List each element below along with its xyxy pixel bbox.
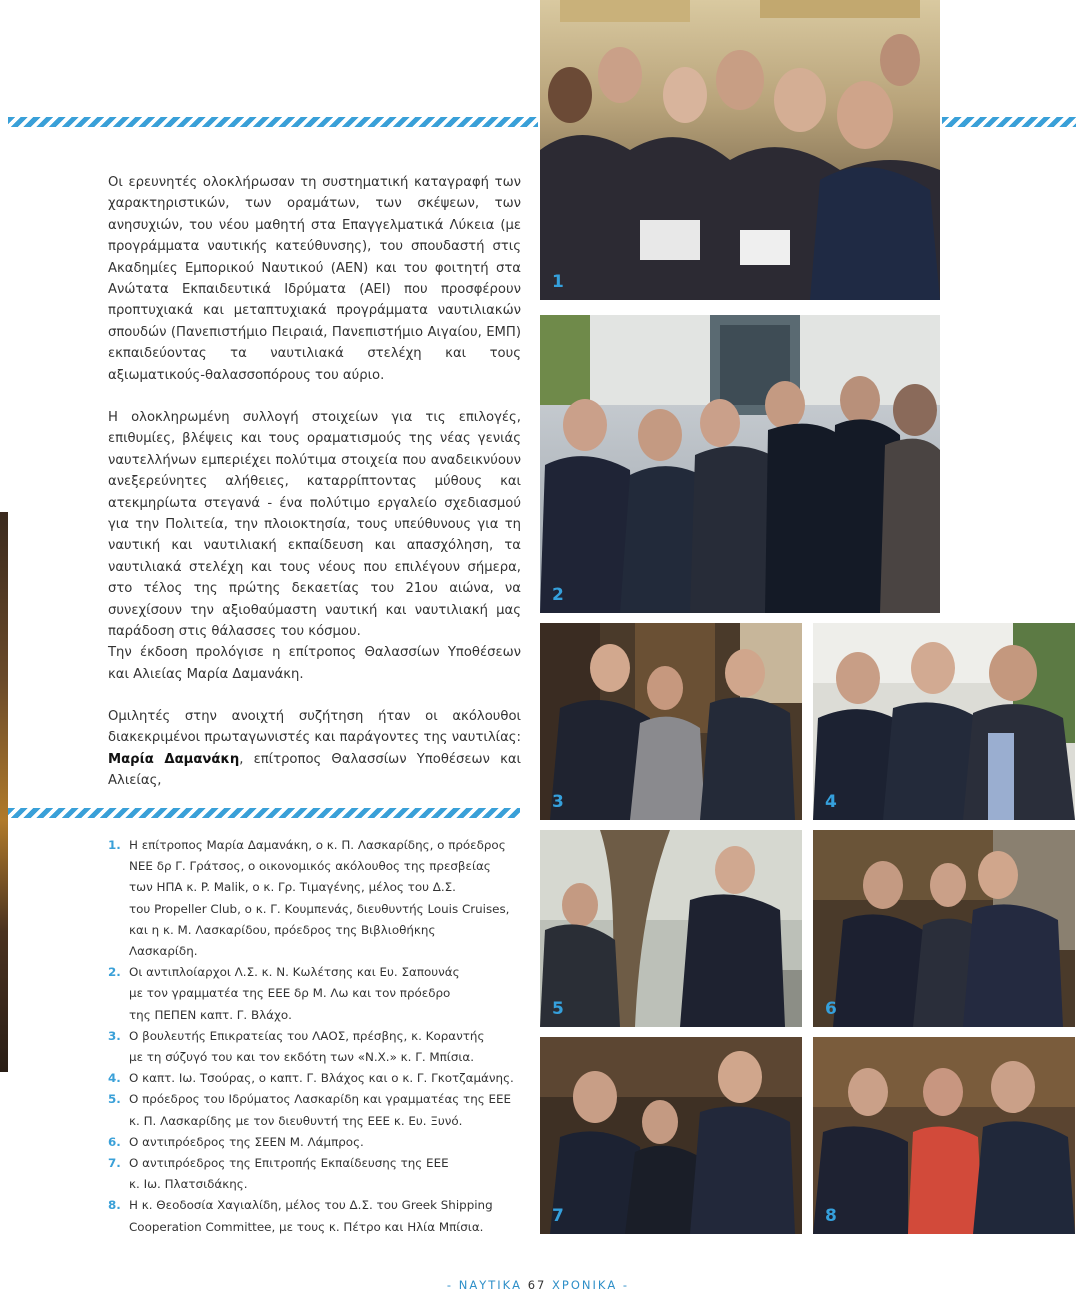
footer-left: - ΝΑΥΤΙΚΑ: [446, 1278, 523, 1292]
caption-2: 2. Οι αντιπλοίαρχοι Λ.Σ. κ. Ν. Κωλέτσης και Ευ. Σαπουνάς με τον γραμματέα της ΕΕΕ δρ Μ. Λω και τον πρόεδρο της ΠΕΠΕΝ καπτ. Γ. Βλάχο.: [108, 965, 460, 1022]
photo-1-audience: [540, 0, 940, 300]
stripe-top-right: [942, 117, 1076, 127]
photo-number-5: 5: [552, 999, 564, 1019]
speaker-name: Μαρία Δαμανάκη: [108, 751, 240, 767]
photo-captions: [108, 835, 528, 1238]
photo-6-hall: [813, 830, 1075, 1027]
photo-number-2: 2: [552, 585, 564, 605]
photo-number-6: 6: [825, 999, 837, 1019]
page-footer: [0, 1278, 1076, 1292]
article-paragraph-1: Οι ερευνητές ολοκλήρωσαν τη συστηματική καταγραφή των χαρακτηριστικών, των οραμάτων, των σκέψεων, των ανησυχιών, του νέου μαθητή στα Επαγγελματικά Λύκεια (με προγράμματα ναυτικής κατεύθυνσης), του σπουδαστή στις Ακαδημίες Εμπορικού Ναυτικού (ΑΕΝ) και του φοιτητή στα Ανώτατα Εκπαιδευτικά Ιδρύματα (ΑΕΙ) που προσφέρουν προπτυχιακά και μεταπτυχιακά προγράμματα ναυτιλιακών σπουδών (Πανεπιστήμιο Πειραιά, Πανεπιστήμιο Αιγαίου, ΕΜΠ) εκπαιδεύοντας τα ναυτιλιακά στελέχη και τους αξιωματικούς-θαλασσοπόρους του αύριο.: [108, 175, 521, 383]
article-paragraph-3: Ομιλητές στην ανοιχτή συζήτηση ήταν οι ακόλουθοι διακεκριμένοι πρωταγωνιστές και παράγοντες της ναυτιλίας: Μαρία Δαμανάκη, επίτροπος Θαλασσίων Υποθέσεων και Αλιείας,: [108, 709, 522, 789]
photo-number-4: 4: [825, 792, 837, 812]
stripe-mid-left: [8, 808, 520, 818]
caption-7: 7. Ο αντιπρόεδρος της Επιτροπής Εκπαίδευσης της ΕΕΕ κ. Ιω. Πλατσιδάκης.: [108, 1156, 449, 1192]
page-number: 67: [527, 1278, 547, 1292]
caption-5: 5. Ο πρόεδρος του Ιδρύματος Λασκαρίδη και γραμματέας της ΕΕΕ κ. Π. Λασκαρίδης με τον διευθυντή της ΕΕΕ κ. Ευ. Ξυνό.: [108, 1092, 512, 1128]
photo-number-1: 1: [552, 272, 564, 292]
page-edge-photo-strip: [0, 512, 8, 1072]
caption-6: 6. Ο αντιπρόεδρος της ΣΕΕΝ Μ. Λάμπρος.: [108, 1134, 364, 1149]
photo-7-conversation: [540, 1037, 802, 1234]
photo-5-handshake: [540, 830, 802, 1027]
preface-note: Την έκδοση προλόγισε η επίτροπος Θαλασσίων Υποθέσεων και Αλιείας Μαρία Δαμανάκη.: [108, 645, 521, 682]
article-paragraph-2: Η ολοκληρωμένη συλλογή στοιχείων για τις επιλογές, επιθυμίες, βλέψεις και τους οραματισμούς της νέας γενιάς ναυτελλήνων εμπεριέχει πολύτιμα στοιχεία που αναδεικνύουν ανεξερεύνητες αλήθειες, καταρρίπτοντας μύθους και ατεκμηρίωτα στεγανά - ένα πολύτιμο εργαλείο σχεδιασμού για την Πολιτεία, την πλοιοκτησία, τους υπεύθυνους για τη ναυτική και ναυτιλιακή εκπαίδευση και απασχόληση, τα ναυτιλιακά στελέχη και τους νέους που επιλέγουν σήμερα, στο τέλος της πρώτης δεκαετίας του 21ου αιώνα, να συνεχίσουν την αξιοθαύμαστη ναυτική και ναυτιλιακή μας παράδοση στις θάλασσες του κόσμου. Την έκδοση προλόγισε η επίτροπος Θαλασσίων Υποθέσεων και Αλιείας Μαρία Δαμανάκη.: [108, 407, 521, 685]
footer-right: ΧΡΟΝΙΚΑ -: [552, 1278, 630, 1292]
caption-3: 3. Ο βουλευτής Επικρατείας του ΛΑΟΣ, πρέσβης, κ. Κοραντής με τη σύζυγό του και τον εκδότη των «Ν.Χ.» κ. Γ. Μπίσια.: [108, 1028, 485, 1065]
photo-number-8: 8: [825, 1206, 837, 1226]
stripe-top-left: [8, 117, 538, 127]
caption-8: 8. Η κ. Θεοδοσία Χαγιαλίδη, μέλος του Δ.Σ. του Greek Shipping Cooperation Committee, με τους κ. Πέτρο και Ηλία Μπίσια.: [108, 1198, 493, 1234]
photo-4-captains: [813, 623, 1075, 820]
photo-2-entrance: [540, 315, 940, 613]
photo-number-7: 7: [552, 1206, 564, 1226]
photo-number-3: 3: [552, 792, 564, 812]
caption-4: 4. Ο καπτ. Ιω. Τσούρας, ο καπτ. Γ. Βλάχος και ο κ. Γ. Γκοτζαμάνης.: [108, 1071, 514, 1086]
caption-1: 1. Η επίτροπος Μαρία Δαμανάκη, ο κ. Π. Λασκαρίδης, ο πρόεδρος ΝΕΕ δρ Γ. Γράτσος, ο οικονομικός ακόλουθος της πρεσβείας των ΗΠΑ κ. P. Malik, ο κ. Γρ. Τιμαγένης, μέλος του Δ.Σ. του Propeller Club, ο κ. Γ. Κουμπενάς, διευθυντής Louis Cruises, και η κ. Μ. Λασκαρίδου, πρόεδρος της Βιβλιοθήκης Λασκαρίδη.: [108, 838, 510, 959]
photo-8-group: [813, 1037, 1075, 1234]
photo-3-guests: [540, 623, 802, 820]
